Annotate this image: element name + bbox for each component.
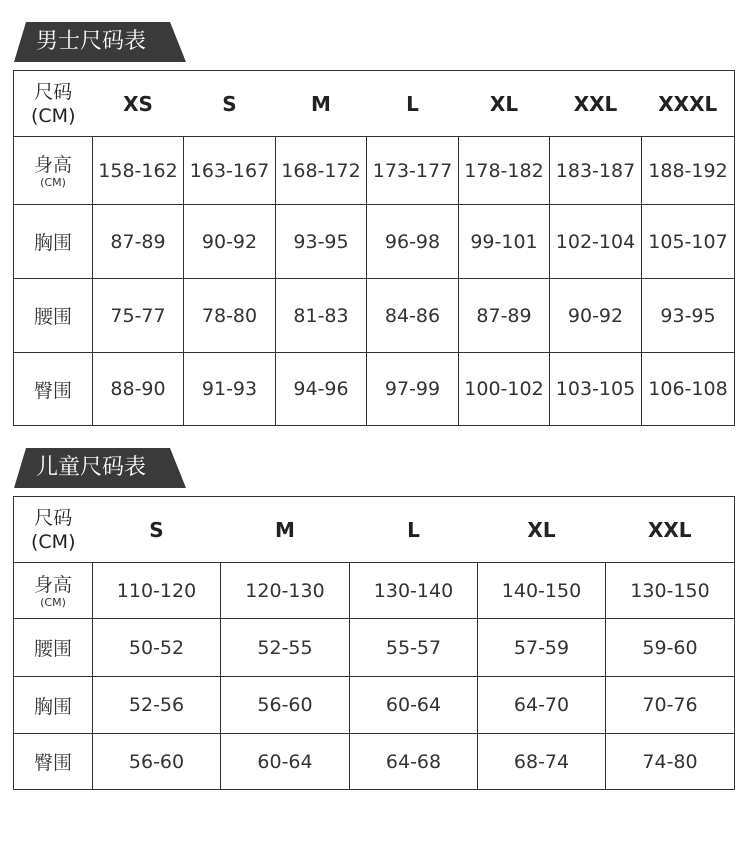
row-label: 臀围 <box>14 353 93 426</box>
kids-size-chart-banner <box>14 448 146 488</box>
table-row <box>14 205 735 279</box>
table-row <box>14 734 735 790</box>
table-cell: 120-130 <box>221 563 350 619</box>
row-label: 身高 <box>33 153 72 176</box>
table-cell: 78-80 <box>184 279 276 353</box>
table-cell: 56-60 <box>93 734 221 790</box>
table-cell: 60-64 <box>221 734 350 790</box>
table-cell: 163-167 <box>184 137 276 205</box>
size-header: XXL <box>550 71 642 137</box>
table-cell: 87-89 <box>459 279 550 353</box>
row-label: 臀围 <box>14 734 93 790</box>
table-cell: 59-60 <box>606 619 735 677</box>
table-cell: 173-177 <box>367 137 459 205</box>
row-label-cell <box>14 563 93 619</box>
size-header: XL <box>478 497 606 563</box>
table-cell: 87-89 <box>93 205 184 279</box>
table-row <box>14 279 735 353</box>
table-cell: 140-150 <box>478 563 606 619</box>
table-cell: 52-56 <box>93 677 221 734</box>
row-label: 腰围 <box>14 279 93 353</box>
table-cell: 84-86 <box>367 279 459 353</box>
table-row <box>14 137 735 205</box>
table-cell: 90-92 <box>550 279 642 353</box>
row-label: 胸围 <box>14 677 93 734</box>
row-unit: (CM) <box>40 595 66 609</box>
table-cell: 99-101 <box>459 205 550 279</box>
table-cell: 74-80 <box>606 734 735 790</box>
table-cell: 60-64 <box>350 677 478 734</box>
table-cell: 188-192 <box>642 137 735 205</box>
table-cell: 56-60 <box>221 677 350 734</box>
corner-unit: (CM) <box>31 530 76 553</box>
size-header: XXXL <box>642 71 735 137</box>
corner-cell <box>14 71 93 137</box>
table-cell: 130-140 <box>350 563 478 619</box>
table-row <box>14 619 735 677</box>
table-cell: 97-99 <box>367 353 459 426</box>
kids-size-chart-title: 儿童尺码表 <box>36 455 147 480</box>
table-cell: 57-59 <box>478 619 606 677</box>
table-row <box>14 677 735 734</box>
table-cell: 88-90 <box>93 353 184 426</box>
table-cell: 94-96 <box>276 353 367 426</box>
men-size-chart-banner <box>14 22 146 62</box>
table-cell: 93-95 <box>642 279 735 353</box>
table-cell: 158-162 <box>93 137 184 205</box>
row-unit: (CM) <box>40 175 66 189</box>
size-header: L <box>367 71 459 137</box>
kids-header-row <box>14 497 735 563</box>
table-cell: 168-172 <box>276 137 367 205</box>
table-cell: 90-92 <box>184 205 276 279</box>
table-cell: 55-57 <box>350 619 478 677</box>
row-label-cell <box>14 137 93 205</box>
table-cell: 52-55 <box>221 619 350 677</box>
row-label: 身高 <box>33 573 72 596</box>
men-header-row <box>14 71 735 137</box>
table-cell: 103-105 <box>550 353 642 426</box>
table-cell: 91-93 <box>184 353 276 426</box>
size-header: M <box>221 497 350 563</box>
size-header: XXL <box>606 497 735 563</box>
table-cell: 64-70 <box>478 677 606 734</box>
corner-label: 尺码 <box>34 80 73 103</box>
size-header: S <box>93 497 221 563</box>
corner-cell <box>14 497 93 563</box>
corner-label: 尺码 <box>34 506 73 529</box>
table-cell: 105-107 <box>642 205 735 279</box>
kids-size-table <box>13 496 735 790</box>
table-cell: 50-52 <box>93 619 221 677</box>
table-row <box>14 353 735 426</box>
table-cell: 110-120 <box>93 563 221 619</box>
table-cell: 178-182 <box>459 137 550 205</box>
table-row <box>14 563 735 619</box>
table-cell: 64-68 <box>350 734 478 790</box>
table-cell: 102-104 <box>550 205 642 279</box>
table-cell: 75-77 <box>93 279 184 353</box>
men-size-chart-title: 男士尺码表 <box>36 29 147 54</box>
size-header: L <box>350 497 478 563</box>
size-header: XL <box>459 71 550 137</box>
table-cell: 130-150 <box>606 563 735 619</box>
table-cell: 68-74 <box>478 734 606 790</box>
row-label: 胸围 <box>14 205 93 279</box>
table-cell: 106-108 <box>642 353 735 426</box>
table-cell: 70-76 <box>606 677 735 734</box>
table-cell: 100-102 <box>459 353 550 426</box>
table-cell: 96-98 <box>367 205 459 279</box>
table-cell: 93-95 <box>276 205 367 279</box>
size-header: M <box>276 71 367 137</box>
table-cell: 81-83 <box>276 279 367 353</box>
row-label: 腰围 <box>14 619 93 677</box>
size-header: XS <box>93 71 184 137</box>
corner-unit: (CM) <box>31 104 76 127</box>
men-size-table <box>13 70 735 426</box>
size-header: S <box>184 71 276 137</box>
table-cell: 183-187 <box>550 137 642 205</box>
